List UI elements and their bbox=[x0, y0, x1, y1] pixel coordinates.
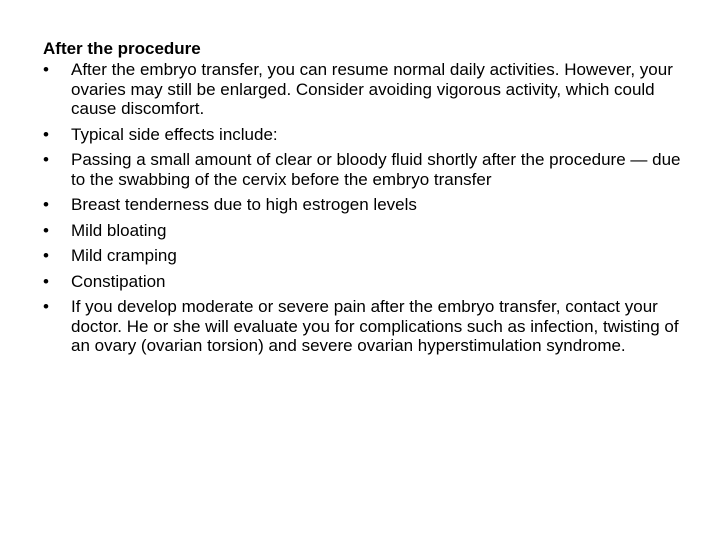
list-item-text: Constipation bbox=[71, 271, 166, 291]
list-item bbox=[43, 60, 683, 119]
list-item bbox=[43, 150, 683, 189]
list-item-text: Typical side effects include: bbox=[71, 124, 278, 144]
bullet-dot-icon: • bbox=[43, 124, 49, 144]
list-item bbox=[43, 246, 683, 266]
list-item-text: After the embryo transfer, you can resume normal daily activities. However, your ovaries may still be enlarged. Consider avoiding vigorous activity, which could cause discomfort. bbox=[71, 60, 673, 118]
list-item-text: Mild cramping bbox=[71, 246, 177, 265]
bullet-dot-icon: • bbox=[43, 246, 49, 265]
bullet-dot-icon: • bbox=[43, 195, 49, 214]
bullet-dot-icon: • bbox=[43, 271, 49, 291]
slide-heading: After the procedure bbox=[43, 39, 201, 58]
bullet-dot-icon: • bbox=[43, 150, 49, 169]
list-item-text: Mild bloating bbox=[71, 220, 167, 240]
bullet-dot-icon: • bbox=[43, 220, 49, 240]
list-item bbox=[43, 221, 683, 241]
list-item bbox=[43, 272, 683, 292]
list-item-text: If you develop moderate or severe pain after the embryo transfer, contact your doctor. He or she will evaluate you for complications such as infection, twisting of an ovary (ovarian torsion) and severe ovarian hyperstimulation syndrome. bbox=[71, 297, 679, 355]
bullet-dot-icon: • bbox=[43, 60, 49, 79]
list-item-text: Breast tenderness due to high estrogen levels bbox=[71, 195, 417, 214]
list-item-text: Passing a small amount of clear or bloody fluid shortly after the procedure — due to the swabbing of the cervix before the embryo transfer bbox=[71, 150, 681, 189]
list-item bbox=[43, 297, 683, 356]
slide-content bbox=[43, 38, 683, 362]
list-item bbox=[43, 195, 683, 215]
bullet-dot-icon: • bbox=[43, 297, 49, 316]
bullet-list bbox=[43, 60, 683, 356]
list-item bbox=[43, 125, 683, 145]
